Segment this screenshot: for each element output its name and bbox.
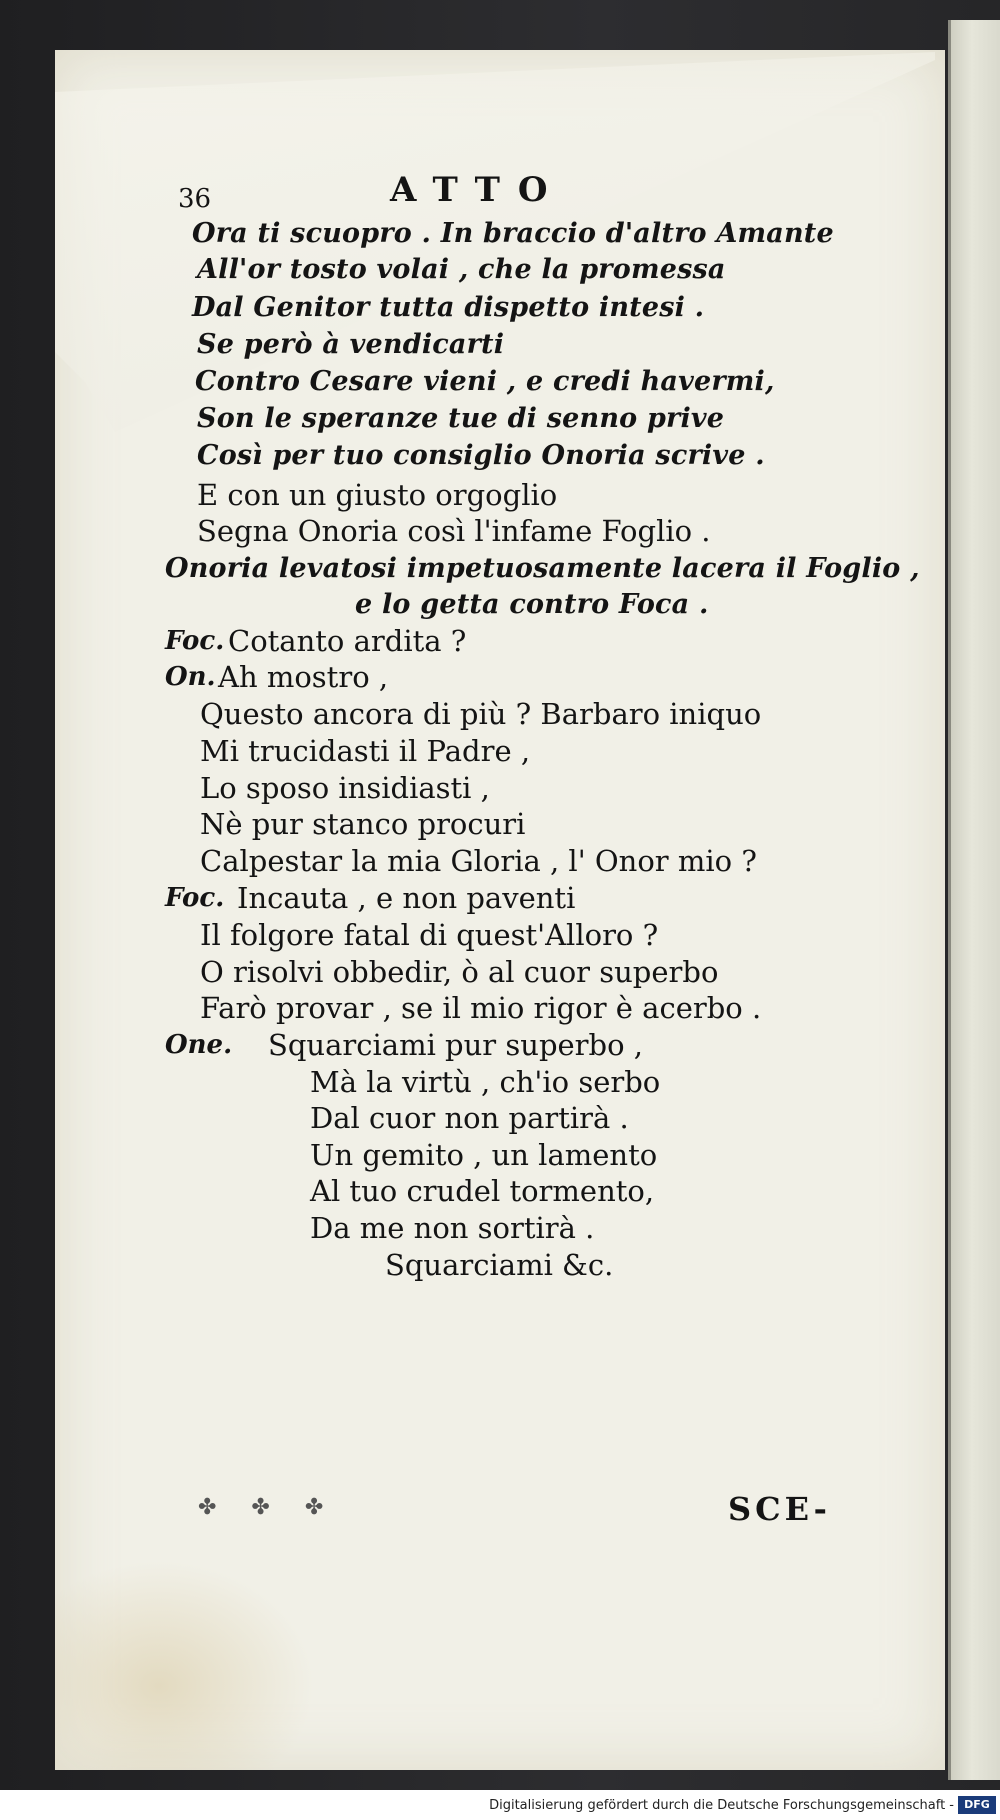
text-line: Lo sposo insidiasti , [200, 771, 490, 805]
text-line: Squarciami pur superbo , [268, 1028, 643, 1062]
page-number: 36 [178, 184, 212, 214]
text-line: Nè pur stanco procuri [200, 807, 526, 841]
page-stain [55, 1560, 315, 1770]
text-line: Se però à vendicarti [197, 329, 505, 360]
text-line: Mà la virtù , ch'io serbo [310, 1065, 661, 1099]
text-line: All'or tosto volai , che la promessa [197, 254, 726, 285]
speaker-label: One. [165, 1030, 233, 1060]
catchword: SCE- [728, 1490, 831, 1528]
text-line: Il folgore fatal di quest'Alloro ? [200, 918, 659, 952]
stage-direction: Onoria levatosi impetuosamente lacera il Foglio , [165, 553, 920, 584]
text-line: Calpestar la mia Gloria , l' Onor mio ? [200, 844, 757, 878]
text-line: Son le speranze tue di senno prive [197, 403, 725, 434]
text-line: Mi trucidasti il Padre , [200, 734, 531, 768]
speaker-label: Foc. [165, 626, 225, 656]
text-line: Segna Onoria così l'infame Foglio . [197, 514, 711, 548]
text-line: Dal cuor non partirà . [310, 1101, 629, 1135]
facing-page-edge [948, 20, 1000, 1780]
text-line: Un gemito , un lamento [310, 1138, 658, 1172]
footer-bar [0, 1790, 1000, 1820]
speaker-label: Foc. [165, 883, 225, 913]
text-line: Ora ti scuopro . In braccio d'altro Amante [192, 218, 834, 249]
printer-ornament: ✤ ✤ ✤ [198, 1495, 338, 1520]
text-line: Dal Genitor tutta dispetto intesi . [192, 292, 705, 323]
text-line: Da me non sortirà . [310, 1211, 595, 1245]
text-line: Questo ancora di più ? Barbaro iniquo [200, 697, 762, 731]
stage-direction: e lo getta contro Foca . [355, 589, 709, 620]
text-line: Farò provar , se il mio rigor è acerbo . [200, 991, 762, 1025]
text-line: Ah mostro , [218, 660, 389, 694]
text-line: E con un giusto orgoglio [197, 478, 558, 512]
text-line: Cotanto ardita ? [228, 624, 467, 658]
text-line: Squarciami &c. [385, 1248, 614, 1282]
speaker-label: On. [165, 662, 216, 692]
text-line: O risolvi obbedir, ò al cuor superbo [200, 955, 719, 989]
text-line: Al tuo crudel tormento, [310, 1174, 655, 1208]
text-line: Così per tuo consiglio Onoria scrive . [197, 440, 765, 471]
footer-credit: Digitalisierung gefördert durch die Deutsche Forschungsgemeinschaft - [489, 1798, 954, 1813]
text-line: Incauta , e non paventi [237, 881, 576, 915]
text-line: Contro Cesare vieni , e credi havermi, [195, 366, 775, 397]
running-title: ATTO [390, 170, 566, 210]
dfg-logo: DFG [958, 1796, 996, 1814]
